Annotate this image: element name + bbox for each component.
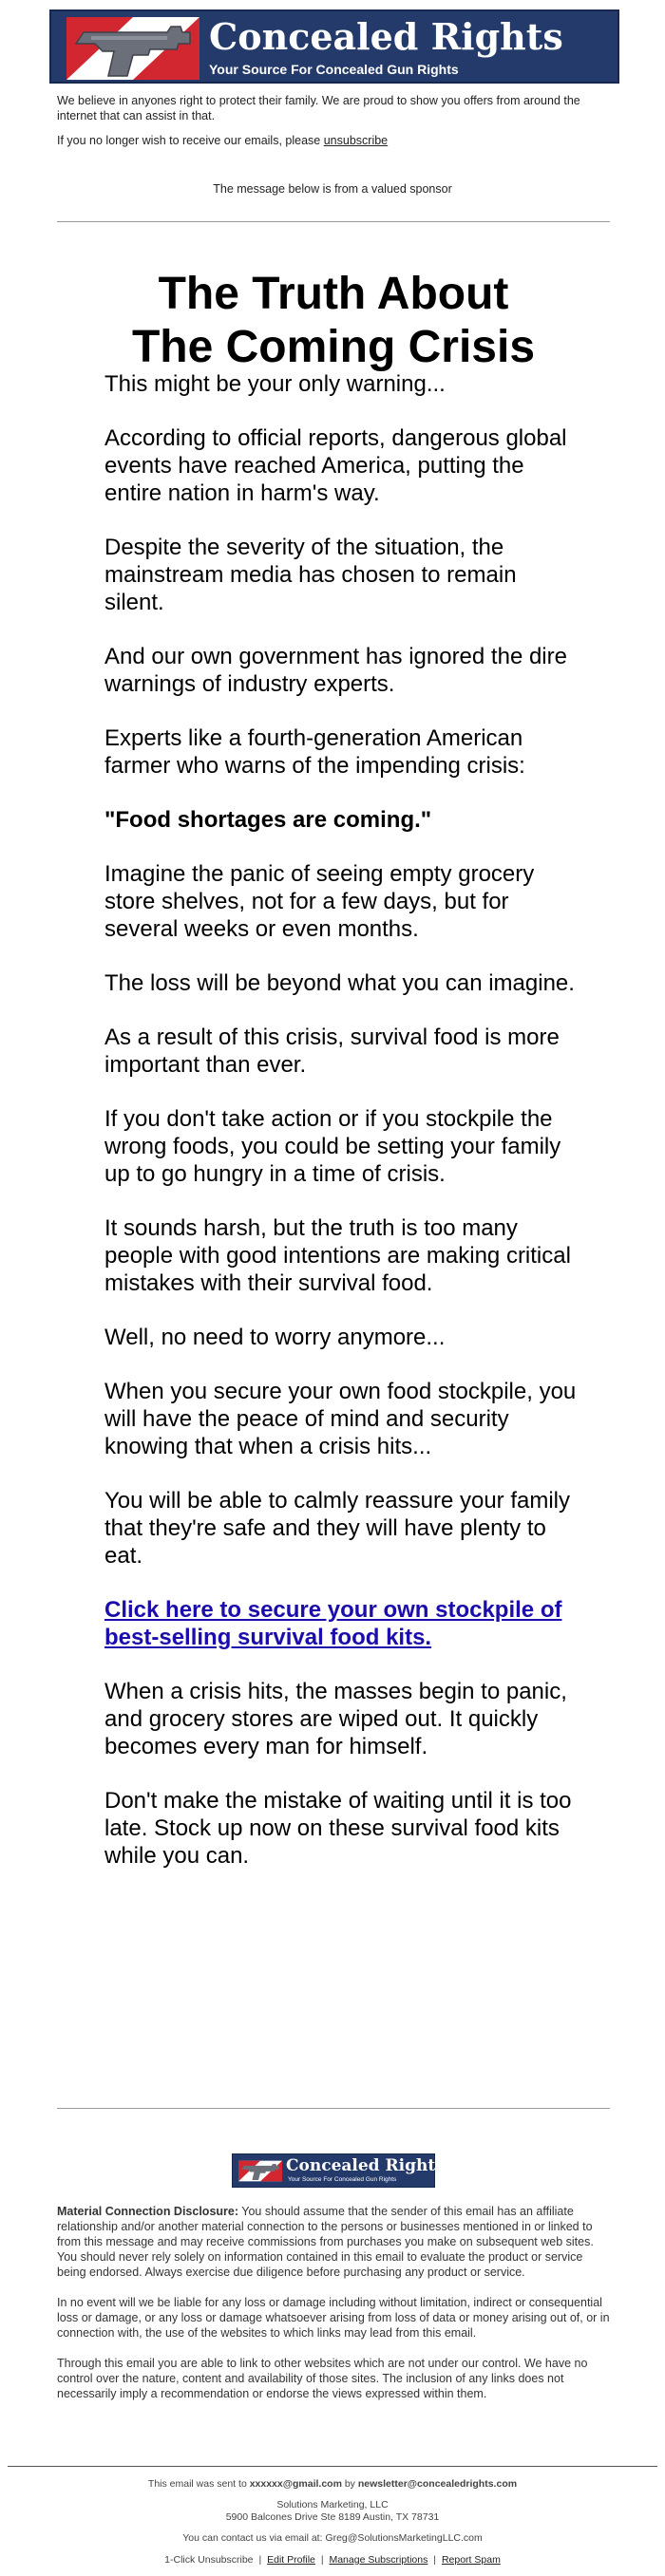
edit-profile-link[interactable]: Edit Profile [267,2554,315,2566]
flag-gun-logo-icon [66,17,200,80]
contact-line: You can contact us via email at: Greg@SolutionsMarketingLLC.com [182,2532,483,2544]
disclaimer [57,2204,612,2416]
header-banner[interactable] [49,9,619,84]
body-paragraph-9: If you don't take action or if you stockpile the wrong foods, you could be setting your family up to go hungry in a time of crisis. [104,1106,561,1187]
unsubscribe-prefix: If you no longer wish to receive our emails, please [57,134,321,147]
body-paragraph-4: And our own government has ignored the dire warnings of industry experts. [104,644,567,697]
cta-link[interactable]: Click here to secure your own stockpile of best-selling survival food kits. [104,1597,562,1650]
disclaimer-paragraph-3: Through this email you are able to link to other websites which are not under our control. We have no control over the nature, content and availability of those sites. The inclusion of any links does not necessarily imply a recommendation or endorse the views expressed within them. [57,2357,588,2400]
disclaimer-label: Material Connection Disclosure: [57,2205,239,2218]
body-paragraph-2: According to official reports, dangerous global events have reached America, putting the entire nation in harm's way. [104,425,567,506]
company-address: 5900 Balcones Drive Ste 8189 Austin, TX 78731 [225,2511,440,2523]
link-separator: | [258,2554,262,2566]
flag-gun-logo-icon-small [238,2157,282,2185]
header-tagline: Your Source For Concealed Gun Rights [209,62,459,77]
intro-paragraph: We believe in anyones right to protect their family. We are proud to show you offers from around the internet that can assist in that. [57,94,580,122]
sent-prefix: This email was sent to [147,2478,250,2490]
manage-subscriptions-link[interactable]: Manage Subscriptions [329,2554,428,2566]
recipient-email: xxxxxx@gmail.com [249,2478,342,2490]
body-paragraph-15: Don't make the mistake of waiting until it is too late. Stock up now on these survival food kits while you can. [104,1788,572,1869]
body-paragraph-13: You will be able to calmly reassure your family that they're safe and they will have plenty to eat. [104,1488,570,1569]
headline-line-1: The Truth About [158,269,509,319]
link-separator: | [320,2554,324,2566]
disclaimer-paragraph-1 [57,2204,612,2280]
unsubscribe-line [57,134,388,147]
one-click-unsubscribe[interactable]: 1-Click Unsubscribe [164,2554,254,2566]
bottom-divider [57,2108,610,2109]
footer-logo[interactable] [232,2153,445,2188]
unsubscribe-link[interactable]: unsubscribe [323,134,389,147]
company-name: Solutions Marketing, LLC [276,2499,389,2510]
disclaimer-paragraph-2: In no event will we be liable for any loss or damage including without limitation, indirect or consequential loss or damage, or any loss or damage whatsoever arising from loss of data or money arising out of, or in connection with, the use of the websites to which links may lead from this email. [57,2296,610,2340]
body-paragraph-12: When you secure your own food stockpile, you will have the peace of mind and security knowing that when a crisis hits... [104,1379,577,1459]
body-paragraph-7: The loss will be beyond what you can imagine. [104,970,575,996]
body-quote: "Food shortages are coming." [104,807,432,833]
sent-by: by [341,2478,358,2490]
report-spam-link[interactable]: Report Spam [441,2554,501,2566]
headline-line-2: The Coming Crisis [131,322,536,372]
top-divider [57,221,610,222]
footer-links [0,2554,665,2567]
sent-to-line [0,2478,665,2491]
body-paragraph-14: When a crisis hits, the masses begin to panic, and grocery stores are wiped out. It quickly becomes every man for himself. [104,1679,567,1759]
link-separator: | [433,2554,437,2566]
footer-logo-tagline: Your Source For Concealed Gun Rights [288,2176,397,2183]
article-body [104,370,580,1896]
sponsor-note: The message below is from a valued sponsor [213,182,452,196]
footer-divider [8,2466,657,2467]
body-paragraph-5: Experts like a fourth-generation American farmer who warns of the impending crisis: [104,725,525,779]
body-paragraph-6: Imagine the panic of seeing empty grocery store shelves, not for a few days, but for several weeks or even months. [104,861,535,942]
footer-logo-title: Concealed Rights [286,2156,445,2175]
body-paragraph-10: It sounds harsh, but the truth is too many people with good intentions are making critical mistakes with their survival food. [104,1215,571,1296]
body-paragraph-8: As a result of this crisis, survival food is more important than ever. [104,1025,560,1078]
header-title: Concealed Rights [209,15,563,58]
body-paragraph-3: Despite the severity of the situation, the mainstream media has chosen to remain silent. [104,535,517,615]
disclaimer-text-1: You should assume that the sender of this email has an affiliate relationship and/or another material connection to the persons or businesses mentioned in or linked to from this message and may receive commissions from purchases you make on subsequent web sites. You should never rely solely on information contained in this email to evaluate the product or service being endorsed. Always exercise due diligence before purchasing any product or service. [57,2205,594,2279]
intro-text [57,93,618,123]
body-paragraph-1: This might be your only warning... [104,371,446,397]
headline [57,268,610,374]
sender-email: newsletter@concealedrights.com [357,2478,518,2490]
body-paragraph-11: Well, no need to worry anymore... [104,1325,446,1350]
cta-paragraph [104,1596,580,1651]
footer [0,2478,665,2567]
